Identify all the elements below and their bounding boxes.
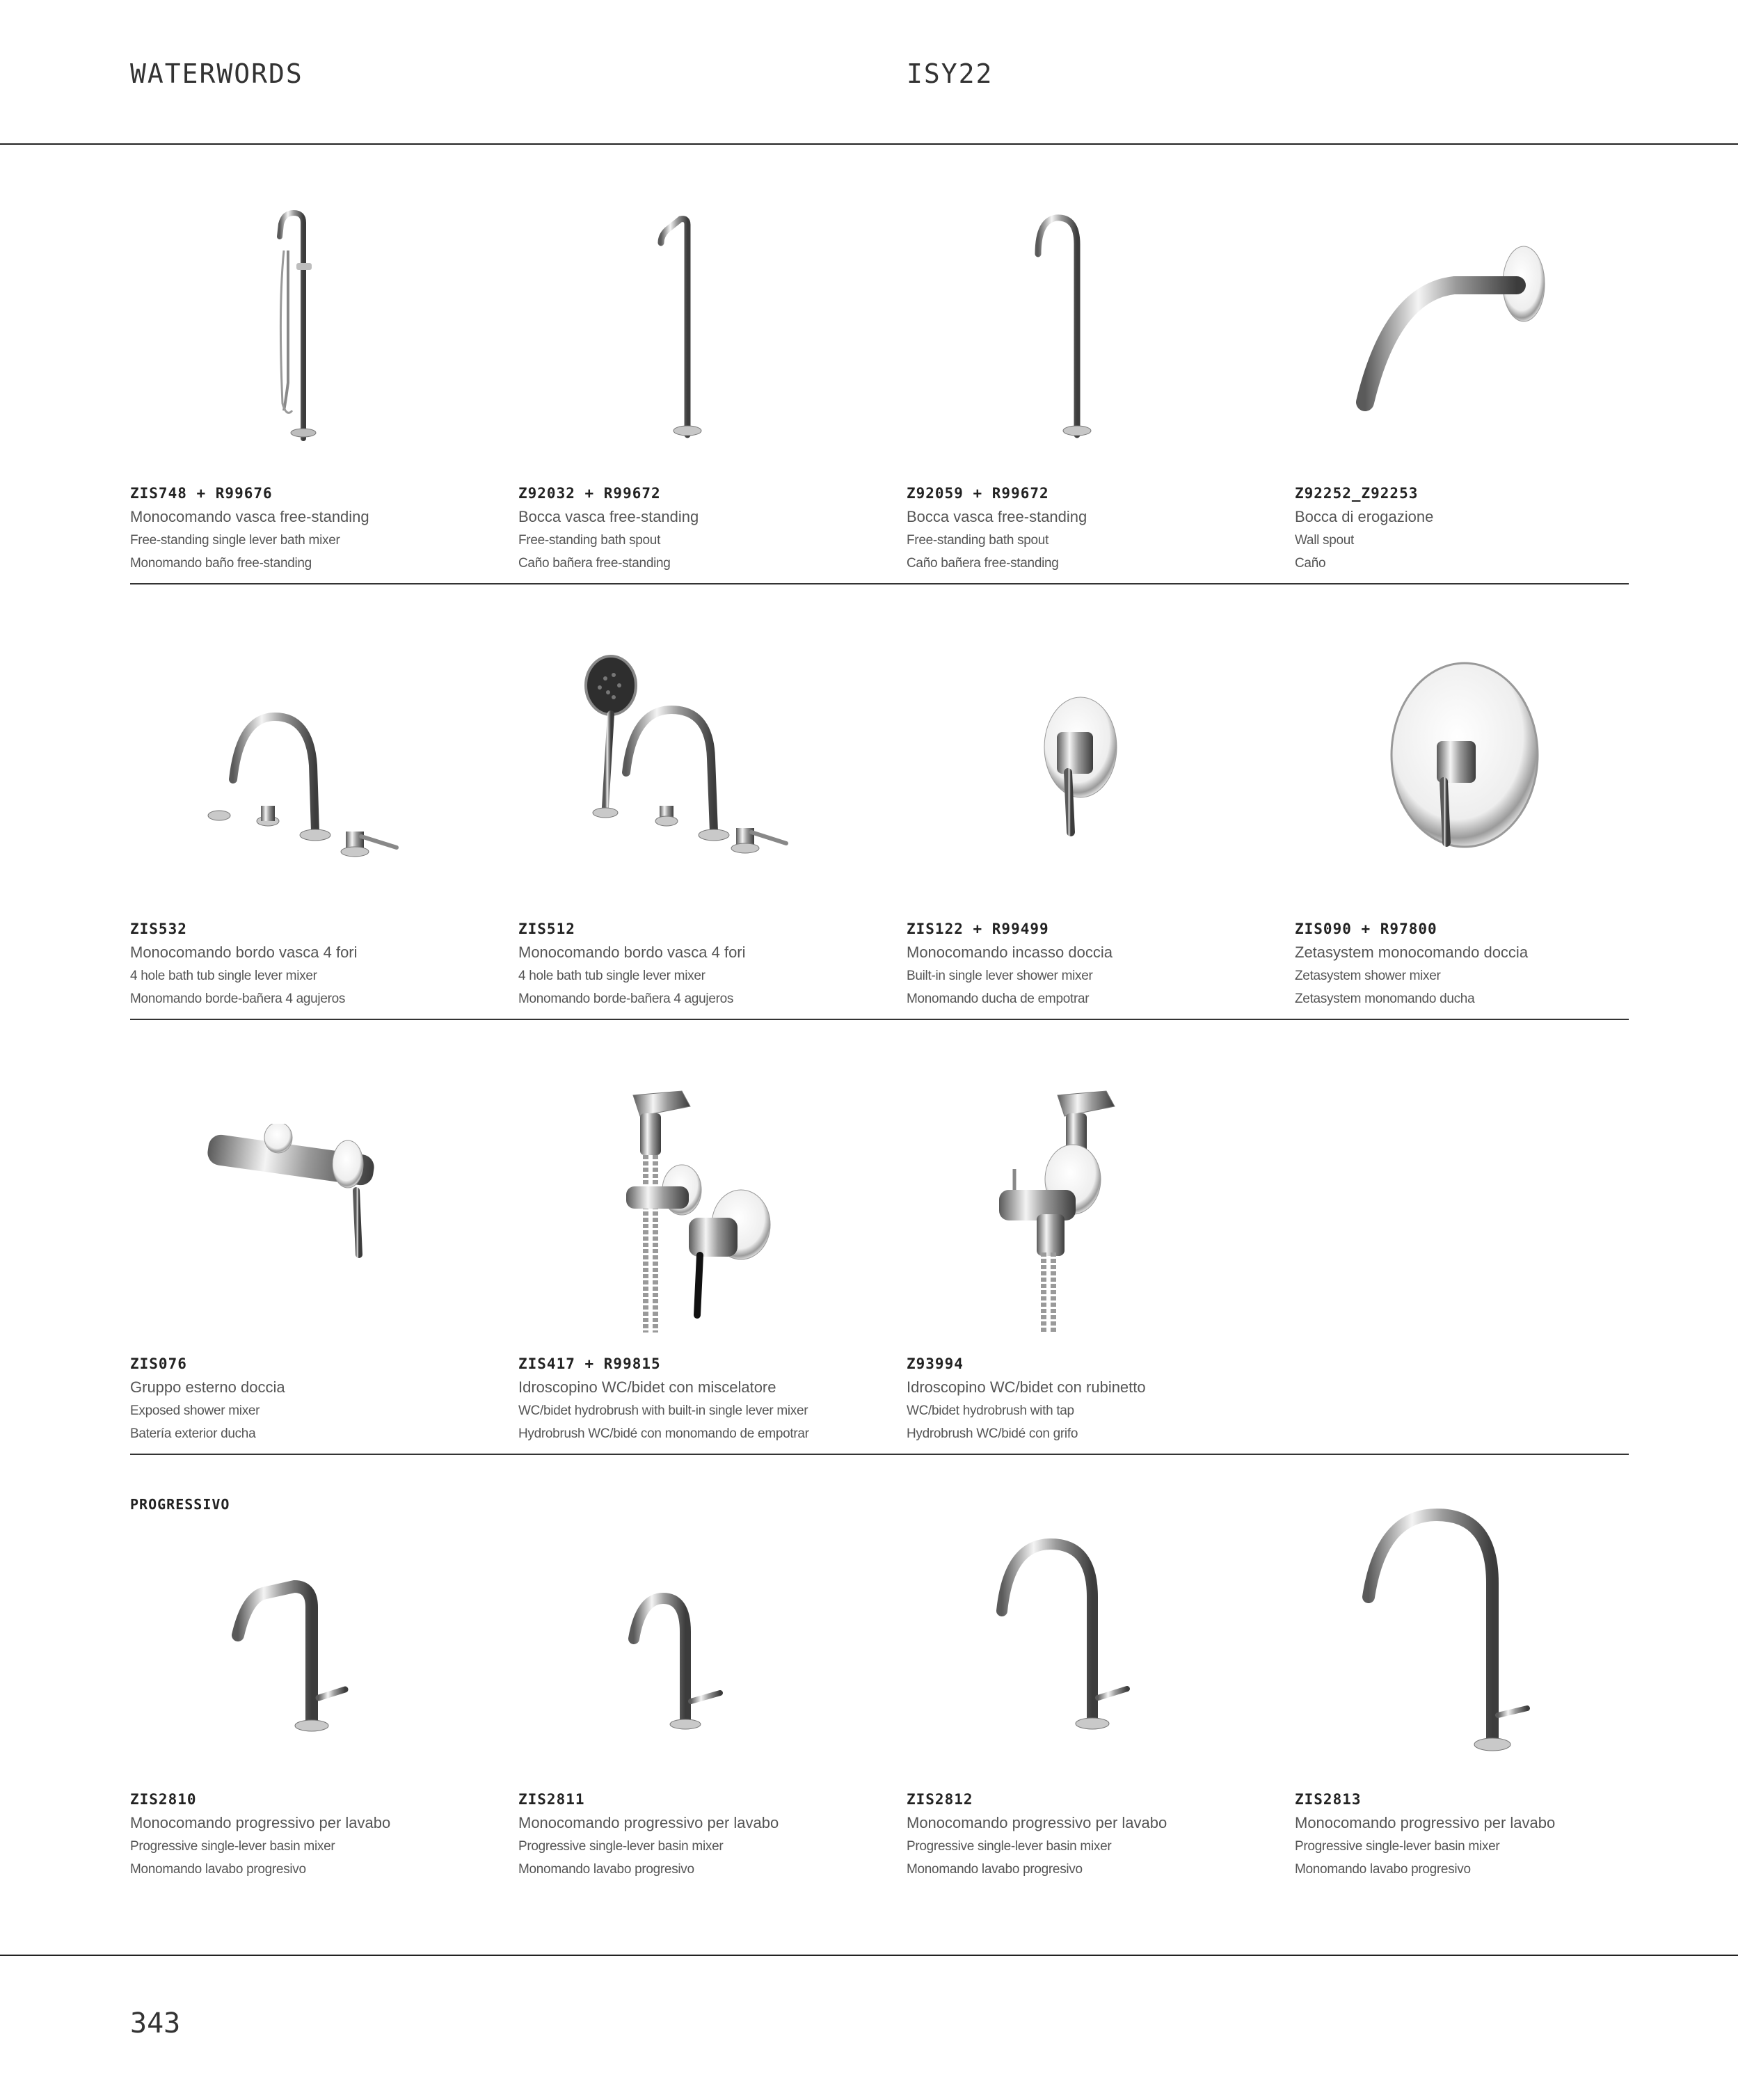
product-card — [1295, 482, 1671, 575]
product-card — [130, 1788, 506, 1881]
product-name-it: Monocomando bordo vasca 4 fori — [518, 944, 746, 961]
product-name-en: WC/bidet hydrobrush with tap — [907, 1403, 1074, 1418]
product-card — [130, 1352, 506, 1445]
product-name-en: Progressive single-lever basin mixer — [518, 1839, 724, 1854]
product-card — [130, 482, 506, 575]
product-code: ZIS2813 — [1295, 1791, 1362, 1808]
zetasystem-shower-mixer-image — [1381, 658, 1541, 852]
product-name-es: Caño bañera free-standing — [518, 556, 671, 571]
product-card — [1295, 917, 1671, 1010]
product-name-es: Caño — [1295, 556, 1326, 571]
collection-title: ISY22 — [907, 58, 994, 89]
product-name-it: Bocca vasca free-standing — [907, 508, 1087, 525]
product-card — [518, 1352, 894, 1445]
product-name-es: Monomando baño free-standing — [130, 556, 312, 571]
footer-divider — [0, 1955, 1738, 1956]
product-card — [518, 1788, 894, 1881]
product-card — [907, 1788, 1282, 1881]
wc-bidet-hydrobrush-mixer-image — [612, 1085, 779, 1336]
product-card — [907, 482, 1282, 575]
product-name-en: Built-in single lever shower mixer — [907, 969, 1093, 983]
product-name-es: Monomando borde-bañera 4 agujeros — [130, 992, 346, 1006]
exposed-shower-mixer-image — [202, 1124, 383, 1333]
product-name-en: Wall spout — [1295, 533, 1354, 548]
product-name-it: Zetasystem monocomando doccia — [1295, 944, 1529, 961]
product-card — [518, 482, 894, 575]
product-name-es: Batería exterior ducha — [130, 1426, 256, 1441]
product-card — [907, 1352, 1282, 1445]
product-name-es: Monomando borde-bañera 4 agujeros — [518, 992, 734, 1006]
progressive-basin-mixer-low-image — [616, 1583, 741, 1736]
product-code: ZIS2812 — [907, 1791, 973, 1808]
product-name-it: Bocca di erogazione — [1295, 508, 1434, 525]
product-name-en: Free-standing single lever bath mixer — [130, 533, 340, 548]
product-name-it: Monocomando incasso doccia — [907, 944, 1113, 961]
product-name-en: Progressive single-lever basin mixer — [907, 1839, 1112, 1854]
built-in-shower-mixer-image — [1019, 696, 1124, 842]
product-code: ZIS076 — [130, 1355, 187, 1372]
freestanding-bath-mixer-image — [250, 209, 334, 445]
progressive-basin-mixer-tall-image — [1360, 1506, 1541, 1757]
wc-bidet-hydrobrush-tap-image — [995, 1085, 1134, 1336]
product-code: Z92059 + R99672 — [907, 485, 1049, 502]
product-name-it: Monocomando progressivo per lavabo — [130, 1814, 391, 1831]
product-name-it: Gruppo esterno doccia — [130, 1378, 285, 1396]
product-name-it: Monocomando bordo vasca 4 fori — [130, 944, 358, 961]
deck-bath-mixer-4-hole-handshower-image — [577, 654, 793, 863]
product-card — [518, 917, 894, 1010]
product-name-es: Zetasystem monomando ducha — [1295, 992, 1475, 1006]
product-name-it: Bocca vasca free-standing — [518, 508, 699, 525]
product-code: Z93994 — [907, 1355, 964, 1372]
bath-spout-curved-image — [1023, 212, 1099, 442]
product-name-es: Monomando lavabo progresivo — [518, 1862, 694, 1877]
row-divider — [130, 1019, 1629, 1020]
product-name-en: WC/bidet hydrobrush with built-in single lever mixer — [518, 1403, 808, 1418]
product-code: ZIS512 — [518, 921, 575, 937]
product-name-en: Free-standing bath spout — [518, 533, 661, 548]
page-number: 343 — [130, 2007, 181, 2039]
product-name-en: 4 hole bath tub single lever mixer — [130, 969, 317, 983]
product-code: ZIS122 + R99499 — [907, 921, 1049, 937]
product-name-en: 4 hole bath tub single lever mixer — [518, 969, 705, 983]
product-name-en: Free-standing bath spout — [907, 533, 1049, 548]
product-name-en: Zetasystem shower mixer — [1295, 969, 1441, 983]
product-card — [130, 917, 506, 1010]
product-name-en: Progressive single-lever basin mixer — [130, 1839, 335, 1854]
product-name-it: Monocomando progressivo per lavabo — [1295, 1814, 1556, 1831]
product-name-es: Monomando lavabo progresivo — [130, 1862, 306, 1877]
product-name-es: Hydrobrush WC/bidé con grifo — [907, 1426, 1078, 1441]
row-divider — [130, 1454, 1629, 1455]
product-code: ZIS090 + R97800 — [1295, 921, 1437, 937]
brand-title: WATERWORDS — [130, 58, 303, 89]
product-name-es: Hydrobrush WC/bidé con monomando de empotrar — [518, 1426, 809, 1441]
product-code: ZIS417 + R99815 — [518, 1355, 661, 1372]
product-code: ZIS532 — [130, 921, 187, 937]
product-name-it: Idroscopino WC/bidet con miscelatore — [518, 1378, 776, 1396]
product-code: ZIS748 + R99676 — [130, 485, 273, 502]
product-name-it: Idroscopino WC/bidet con rubinetto — [907, 1378, 1146, 1396]
row-divider — [130, 583, 1629, 584]
product-name-it: Monocomando progressivo per lavabo — [907, 1814, 1167, 1831]
section-label: PROGRESSIVO — [130, 1496, 230, 1513]
header-divider — [0, 143, 1738, 145]
progressive-basin-mixer-medium-image — [988, 1534, 1141, 1736]
product-name-it: Monocomando vasca free-standing — [130, 508, 369, 525]
wall-spout-image — [1350, 244, 1558, 417]
deck-bath-mixer-4-hole-image — [198, 689, 407, 863]
progressive-basin-mixer-short-image — [221, 1573, 360, 1740]
bath-spout-angled-image — [640, 212, 710, 442]
product-code: ZIS2810 — [130, 1791, 197, 1808]
product-name-es: Caño bañera free-standing — [907, 556, 1059, 571]
product-card — [1295, 1788, 1671, 1881]
product-name-en: Exposed shower mixer — [130, 1403, 260, 1418]
product-name-en: Progressive single-lever basin mixer — [1295, 1839, 1500, 1854]
product-code: Z92032 + R99672 — [518, 485, 661, 502]
product-code: ZIS2811 — [518, 1791, 585, 1808]
product-name-it: Monocomando progressivo per lavabo — [518, 1814, 779, 1831]
product-card — [907, 917, 1282, 1010]
product-name-es: Monomando ducha de empotrar — [907, 992, 1090, 1006]
product-code: Z92252_Z92253 — [1295, 485, 1419, 502]
product-name-es: Monomando lavabo progresivo — [907, 1862, 1083, 1877]
product-name-es: Monomando lavabo progresivo — [1295, 1862, 1471, 1877]
